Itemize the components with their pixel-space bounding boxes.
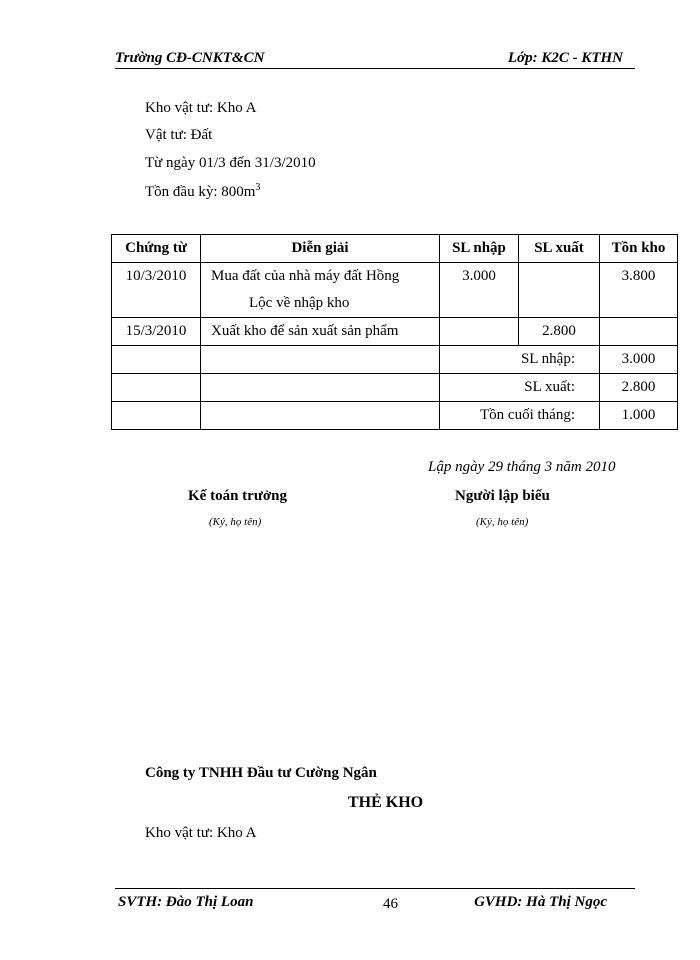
chief-accountant-sign-note: (Ký, họ tên) — [209, 516, 262, 528]
table-header-row — [112, 235, 678, 263]
footer-student: SVTH: Đào Thị Loan — [118, 894, 254, 910]
cell-dien-giai-line-1: Mua đất của nhà máy đất Hồng — [211, 268, 400, 284]
page-header — [115, 50, 635, 69]
empty-cell — [112, 402, 201, 430]
next-warehouse-line: Kho vật tư: Kho A — [145, 825, 257, 841]
col-header-sl-nhap: SL nhập — [440, 235, 519, 263]
period-line: Từ ngày 01/3 đến 31/3/2010 — [145, 155, 316, 171]
warehouse-line: Kho vật tư: Kho A — [145, 100, 257, 116]
cell-sl-nhap: 3.000 — [440, 263, 519, 318]
page-footer — [115, 888, 635, 917]
empty-cell — [201, 374, 440, 402]
cell-dien-giai — [201, 263, 440, 318]
cell-sl-xuat — [519, 263, 600, 318]
cell-sl-nhap — [440, 318, 519, 346]
cell-ton-kho: 3.800 — [600, 263, 678, 318]
opening-balance-text: Tồn đầu kỳ: 800m — [145, 184, 256, 200]
cell-dien-giai: Xuất kho để sản xuất sản phẩm — [201, 318, 440, 346]
opening-balance-line — [145, 182, 260, 201]
col-header-chung-tu: Chứng từ — [112, 235, 201, 263]
col-header-sl-xuat: SL xuất — [519, 235, 600, 263]
empty-cell — [201, 346, 440, 374]
summary-row — [112, 374, 678, 402]
chief-accountant-title: Kế toán trưởng — [188, 488, 287, 504]
company-name: Công ty TNHH Đầu tư Cường Ngân — [145, 765, 377, 781]
empty-cell — [112, 374, 201, 402]
cell-chung-tu: 10/3/2010 — [112, 263, 201, 318]
summary-label: SL xuất: — [440, 374, 600, 402]
cell-dien-giai-line-2: Lộc về nhập kho — [249, 295, 350, 311]
preparer-sign-note: (Ký, họ tên) — [476, 516, 529, 528]
footer-supervisor: GVHD: Hà Thị Ngọc — [474, 894, 607, 910]
opening-balance-unit-exponent: 3 — [255, 182, 261, 193]
summary-row — [112, 346, 678, 374]
table-row — [112, 263, 678, 318]
page-number: 46 — [383, 896, 398, 912]
header-school: Trường CĐ-CNKT&CN — [115, 50, 265, 66]
cell-sl-xuat: 2.800 — [519, 318, 600, 346]
inventory-ledger-table — [111, 234, 678, 430]
preparer-title: Người lập biểu — [455, 488, 550, 504]
section-title: THẺ KHO — [348, 794, 424, 811]
col-header-ton-kho: Tồn kho — [600, 235, 678, 263]
summary-value: 1.000 — [600, 402, 678, 430]
summary-row — [112, 402, 678, 430]
empty-cell — [201, 402, 440, 430]
summary-value: 2.800 — [600, 374, 678, 402]
summary-label: Tồn cuối tháng: — [440, 402, 600, 430]
cell-ton-kho — [600, 318, 678, 346]
report-date: Lập ngày 29 tháng 3 năm 2010 — [428, 459, 616, 475]
empty-cell — [112, 346, 201, 374]
material-line: Vật tư: Đất — [145, 127, 213, 143]
header-class: Lớp: K2C - KTHN — [507, 50, 623, 66]
cell-chung-tu: 15/3/2010 — [112, 318, 201, 346]
summary-label: SL nhập: — [440, 346, 600, 374]
summary-value: 3.000 — [600, 346, 678, 374]
table-row — [112, 318, 678, 346]
col-header-dien-giai: Diễn giải — [201, 235, 440, 263]
